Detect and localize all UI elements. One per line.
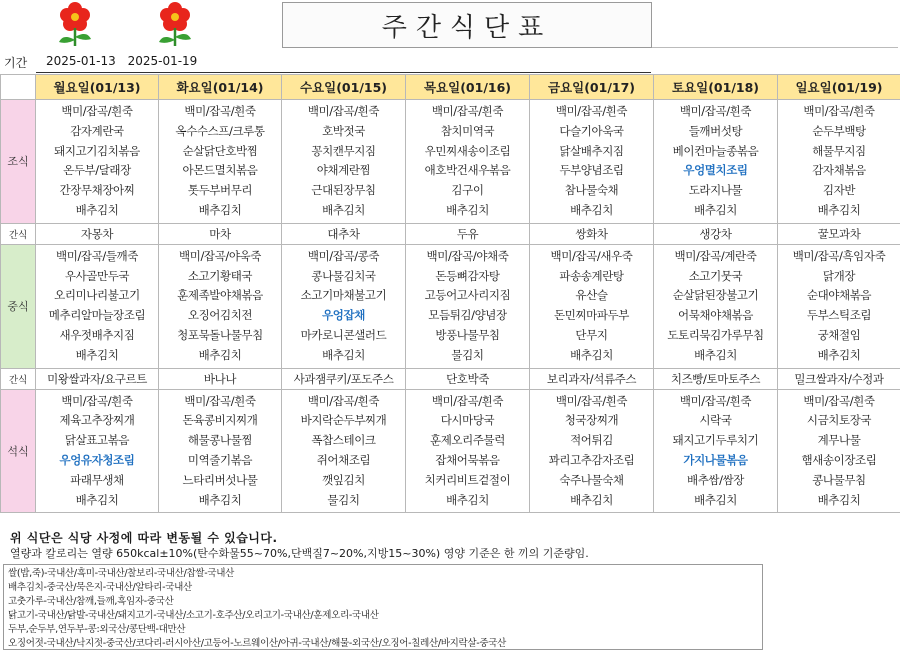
dish-item: 배추김치 xyxy=(817,202,861,217)
dish-item: 백미/잡곡/흑임자죽 xyxy=(792,248,886,263)
notes-section xyxy=(0,528,900,653)
dish-item: 베이컨마늘종볶음 xyxy=(672,143,759,158)
origin-line: 배추김치-중국산/묵은지-국내산/알타리-국내산 xyxy=(8,581,192,593)
afternoon_snack-item: 치즈빵/토마토주스 xyxy=(654,368,778,389)
flower-icon xyxy=(59,2,91,46)
dish-item: 배추김치 xyxy=(322,347,365,362)
dish-item: 백미/잡곡/흰죽 xyxy=(803,104,875,118)
dish-item: 고등어고사리지짐 xyxy=(424,288,511,303)
dish-item: 쥐어채조림 xyxy=(316,452,371,467)
dish-item: 오징어김치전 xyxy=(187,308,253,323)
dish-item: 우민찌새송이조림 xyxy=(424,143,511,158)
dish-item: 백미/잡곡/흰죽 xyxy=(184,393,256,408)
dish-item: 훈제오리주물럭 xyxy=(430,433,505,448)
day-header: 목요일(01/16) xyxy=(406,75,530,100)
dish-item: 어묵채야채볶음 xyxy=(678,308,753,323)
title-box xyxy=(282,2,652,48)
weekly-menu-table xyxy=(0,74,900,513)
dish-item: 돼지고기김치볶음 xyxy=(54,143,140,158)
breakfast-cell xyxy=(406,100,530,224)
dish-item: 배추김치 xyxy=(75,492,119,507)
dish-item: 소고기마채불고기 xyxy=(300,288,387,303)
dish-item: 마카로니콘샐러드 xyxy=(300,327,387,342)
dish-item: 시금치토장국 xyxy=(806,413,872,428)
lunch-cell xyxy=(159,244,282,368)
period-start: 2025-01-13 xyxy=(46,54,116,68)
afternoon_snack-item: 사과잼쿠키/포도주스 xyxy=(282,368,406,389)
dish-item: 소고기황태국 xyxy=(187,268,253,283)
dish-item: 파송송계란탕 xyxy=(559,268,624,283)
breakfast-label: 조식 xyxy=(1,100,36,224)
period-row xyxy=(0,51,900,73)
morning_snack-item: 대추차 xyxy=(282,223,406,244)
dish-item: 닭살표고볶음 xyxy=(64,433,130,448)
dish-item: 백미/잡곡/들깨죽 xyxy=(56,248,138,263)
dish-item: 배추김치 xyxy=(694,492,737,507)
notice-text: 위 식단은 식당 사정에 따라 변동될 수 있습니다. xyxy=(10,531,278,545)
dish-item: 배추김치 xyxy=(694,202,737,217)
dish-item: 배추김치 xyxy=(570,347,613,362)
nutrition-text: 열량과 칼로리는 열량 650kcal±10%(탄수화물55~70%,단백질7~20%,지방15~30%) 영양 기준은 한 끼의 기준량임. xyxy=(10,547,589,560)
breakfast-cell xyxy=(282,100,406,224)
dish-item: 돈민찌마파두부 xyxy=(554,308,629,323)
origin-line: 오징어젓-국내산/낙지젓-중국산/코다리-러시아산/고등어-노르웨이산/아귀-국내산/해물-외국산/오징어-칠레산/바지락살-중국산 xyxy=(8,637,507,649)
dinner-cell xyxy=(654,389,778,513)
morning_snack-item: 쌍화차 xyxy=(530,223,654,244)
dish-item: 유산슬 xyxy=(575,288,608,303)
lunch-cell xyxy=(282,244,406,368)
dish-item: 파래무생채 xyxy=(70,472,124,487)
dish-item: 김자반 xyxy=(822,183,856,198)
dish-item: 돼지고기두루치기 xyxy=(672,433,759,448)
lunch-cell xyxy=(406,244,530,368)
dish-item: 적어튀김 xyxy=(570,433,613,448)
dish-item: 백미/잡곡/흰죽 xyxy=(184,104,256,118)
dish-item: 순대야채볶음 xyxy=(806,288,872,303)
dinner-cell xyxy=(159,389,282,513)
afternoon_snack-item: 밀크쌀과자/수정과 xyxy=(778,368,900,389)
dish-item: 배추김치 xyxy=(694,347,737,362)
lunch-label: 중식 xyxy=(1,244,36,368)
afternoon_snack-item: 바나나 xyxy=(159,368,282,389)
dish-item: 아몬드멸치볶음 xyxy=(182,163,258,178)
lunch-cell xyxy=(778,244,900,368)
lunch-cell xyxy=(36,244,159,368)
dish-item: 우엉멸치조림 xyxy=(683,163,748,178)
dish-item: 톳두부버무리 xyxy=(187,183,253,198)
day-header: 금요일(01/17) xyxy=(530,75,654,100)
afternoon_snack-row xyxy=(1,368,900,389)
dish-item: 감자계란국 xyxy=(70,123,124,138)
dish-item: 잡채어묵볶음 xyxy=(435,452,500,467)
dinner-cell xyxy=(530,389,654,513)
dish-item: 백미/잡곡/흰죽 xyxy=(307,104,380,118)
dish-item: 옥수수스프/크루통 xyxy=(175,123,265,138)
breakfast-cell xyxy=(654,100,778,224)
dish-item: 백미/잡곡/흰죽 xyxy=(61,104,133,118)
dish-item: 청국장찌개 xyxy=(564,413,619,428)
dinner-cell xyxy=(406,389,530,513)
afternoon_snack-item: 미왕쌀과자/요구르트 xyxy=(36,368,159,389)
dish-item: 백미/잡곡/새우죽 xyxy=(550,248,633,263)
dish-item: 배추김치 xyxy=(446,492,489,507)
lunch-cell xyxy=(530,244,654,368)
dish-item: 백미/잡곡/계란죽 xyxy=(674,248,757,263)
dish-item: 깻잎김치 xyxy=(322,472,365,487)
dish-item: 물김치 xyxy=(327,492,360,507)
dish-item: 두부양념조림 xyxy=(559,163,624,178)
dish-item: 배추김치 xyxy=(75,202,119,217)
dish-item: 도토리묵김가루무침 xyxy=(667,327,764,342)
lunch-row xyxy=(1,244,900,368)
dinner-cell xyxy=(282,389,406,513)
afternoon_snack-item: 보리과자/석류주스 xyxy=(530,368,654,389)
day-header-row xyxy=(1,75,900,100)
period-dates xyxy=(36,51,651,73)
dish-item: 배추김치 xyxy=(817,347,861,362)
dish-item: 호박젓국 xyxy=(322,123,365,138)
dish-item: 계무나물 xyxy=(817,433,861,448)
dish-item: 방풍나물무침 xyxy=(435,327,500,342)
dish-item: 돈육콩비지찌개 xyxy=(182,413,258,428)
dish-item: 순살닭단호박찜 xyxy=(182,143,258,158)
day-header: 일요일(01/19) xyxy=(778,75,900,100)
dish-item: 배추쌈/쌈장 xyxy=(686,472,745,487)
morning_snack-item: 생강차 xyxy=(654,223,778,244)
dish-item: 백미/잡곡/흰죽 xyxy=(679,104,752,118)
morning_snack-item: 꿀모과차 xyxy=(778,223,900,244)
dish-item: 우사골만두국 xyxy=(64,268,130,283)
dish-item: 도라지나물 xyxy=(688,183,743,198)
dish-item: 느타리버섯나물 xyxy=(182,472,258,487)
dish-item: 제육고추장찌개 xyxy=(59,413,135,428)
dinner-row xyxy=(1,389,900,513)
breakfast-cell xyxy=(530,100,654,224)
dish-item: 꽁치캔무지짐 xyxy=(311,143,376,158)
afternoon_snack-label: 간식 xyxy=(1,368,36,389)
dish-item: 야채계란찜 xyxy=(316,163,371,178)
dish-item: 콩나물김치국 xyxy=(311,268,376,283)
day-header: 월요일(01/13) xyxy=(36,75,159,100)
dish-item: 새우젓배추지짐 xyxy=(59,327,135,342)
dish-item: 참치미역국 xyxy=(440,123,495,138)
dish-item: 폭찹스테이크 xyxy=(311,433,376,448)
dish-item: 애호박건새우볶음 xyxy=(424,163,511,178)
breakfast-row xyxy=(1,100,900,224)
dish-item: 배추김치 xyxy=(570,492,613,507)
dish-item: 배추김치 xyxy=(322,202,365,217)
dish-item: 백미/잡곡/흰죽 xyxy=(307,393,380,408)
morning_snack-item: 마차 xyxy=(159,223,282,244)
page-title: 주간식단표 xyxy=(381,12,553,43)
day-header: 수요일(01/15) xyxy=(282,75,406,100)
dish-item: 배추김치 xyxy=(570,202,613,217)
dish-item: 두부스틱조림 xyxy=(806,308,872,323)
dish-item: 백미/잡곡/흰죽 xyxy=(555,104,628,118)
day-header: 화요일(01/14) xyxy=(159,75,282,100)
dish-item: 배추김치 xyxy=(198,347,242,362)
flower-icon xyxy=(159,2,191,46)
dish-item: 돈등뼈감자탕 xyxy=(435,268,500,283)
dish-item: 해물무지짐 xyxy=(812,143,866,158)
dish-item: 백미/잡곡/흰죽 xyxy=(803,393,875,408)
origin-line: 쌀(밥,죽)-국내산/흑미-국내산/찰보리-국내산/찹쌀-국내산 xyxy=(8,568,235,579)
dish-item: 우엉잡채 xyxy=(322,308,365,323)
dish-item: 콩나물무침 xyxy=(812,472,866,487)
dish-item: 배추김치 xyxy=(817,492,861,507)
dish-item: 메추리알마늘장조림 xyxy=(48,308,146,323)
menu-body xyxy=(1,100,900,513)
dish-item: 참나물숙채 xyxy=(564,183,619,198)
dinner-label: 석식 xyxy=(1,389,36,513)
dish-item: 우엉유자청조림 xyxy=(59,452,135,467)
dish-item: 숙주나물숙채 xyxy=(559,472,624,487)
dish-item: 단무지 xyxy=(575,327,608,342)
dish-item: 백미/잡곡/흰죽 xyxy=(679,393,752,408)
dish-item: 꽈리고추감자조림 xyxy=(548,452,635,467)
breakfast-cell xyxy=(778,100,900,224)
dish-item: 배추김치 xyxy=(75,347,119,362)
dinner-cell xyxy=(36,389,159,513)
dish-item: 시락국 xyxy=(699,413,732,428)
dish-item: 간장무채장아찌 xyxy=(59,183,135,198)
dish-item: 백미/잡곡/야채죽 xyxy=(426,248,509,263)
morning_snack-item: 두유 xyxy=(406,223,530,244)
dish-item: 백미/잡곡/야욱죽 xyxy=(179,248,261,263)
header-spacer xyxy=(652,2,898,48)
dish-item: 햄새송이장조림 xyxy=(801,452,877,467)
dish-item: 모듬튀김/양념장 xyxy=(428,308,507,323)
morning_snack-item: 자몽차 xyxy=(36,223,159,244)
page-header xyxy=(0,0,900,50)
lunch-cell xyxy=(654,244,778,368)
morning_snack-row xyxy=(1,223,900,244)
dish-item: 백미/잡곡/흰죽 xyxy=(431,393,504,408)
dish-item: 물김치 xyxy=(451,347,484,362)
dish-item: 들깨버섯탕 xyxy=(688,123,743,138)
origin-line: 닭고기-국내산/닭발-국내산/돼지고기-국내산/소고기-호주산/오리고기-국내산/훈제오리-국내산 xyxy=(8,609,379,621)
dish-item: 배추김치 xyxy=(446,202,489,217)
dinner-cell xyxy=(778,389,900,513)
dish-item: 오리미나리불고기 xyxy=(54,288,140,303)
dish-item: 백미/잡곡/콩죽 xyxy=(307,248,380,263)
dish-item: 훈제족발야채볶음 xyxy=(177,288,263,303)
dish-item: 순두부백탕 xyxy=(812,123,866,138)
morning_snack-label: 간식 xyxy=(1,223,36,244)
breakfast-cell xyxy=(159,100,282,224)
dish-item: 해물콩나물찜 xyxy=(187,433,253,448)
dish-item: 청포묵돌나물무침 xyxy=(177,327,263,342)
dish-item: 온두부/달래장 xyxy=(63,163,131,178)
origin-box xyxy=(3,564,763,650)
day-header: 토요일(01/18) xyxy=(654,75,778,100)
origin-line: 고춧가루-국내산/참깨,들깨,흑임자-중국산 xyxy=(8,595,174,607)
dish-item: 다시마당국 xyxy=(440,413,495,428)
dish-item: 치커리비트겉절이 xyxy=(424,472,511,487)
dish-item: 가지나물볶음 xyxy=(683,452,748,467)
dish-item: 닭개장 xyxy=(822,268,856,283)
afternoon_snack-item: 단호박죽 xyxy=(406,368,530,389)
dish-item: 감자채볶음 xyxy=(812,163,866,178)
flower-icons xyxy=(35,2,205,48)
dish-item: 백미/잡곡/흰죽 xyxy=(61,393,133,408)
dish-item: 닭살배추지짐 xyxy=(559,143,624,158)
period-label: 기간 xyxy=(4,56,28,70)
dish-item: 백미/잡곡/흰죽 xyxy=(431,104,504,118)
dish-item: 배추김치 xyxy=(198,492,242,507)
dish-item: 궁채절임 xyxy=(817,327,861,342)
dish-item: 백미/잡곡/흰죽 xyxy=(555,393,628,408)
breakfast-cell xyxy=(36,100,159,224)
dish-item: 배추김치 xyxy=(198,202,242,217)
dish-item: 미역줄기볶음 xyxy=(187,452,253,467)
origin-line: 두부,순두부,연두부-콩:외국산/콩단백-대만산 xyxy=(8,623,186,635)
dish-item: 근대된장무침 xyxy=(311,183,376,198)
dish-item: 김구이 xyxy=(451,183,484,198)
dish-item: 다슬기아욱국 xyxy=(559,123,624,138)
dish-item: 순살닭된장불고기 xyxy=(672,288,759,303)
corner-cell xyxy=(1,75,36,100)
dish-item: 소고기뭇국 xyxy=(688,268,743,283)
period-end: 2025-01-19 xyxy=(127,54,198,68)
dish-item: 바지락순두부찌개 xyxy=(300,413,387,428)
